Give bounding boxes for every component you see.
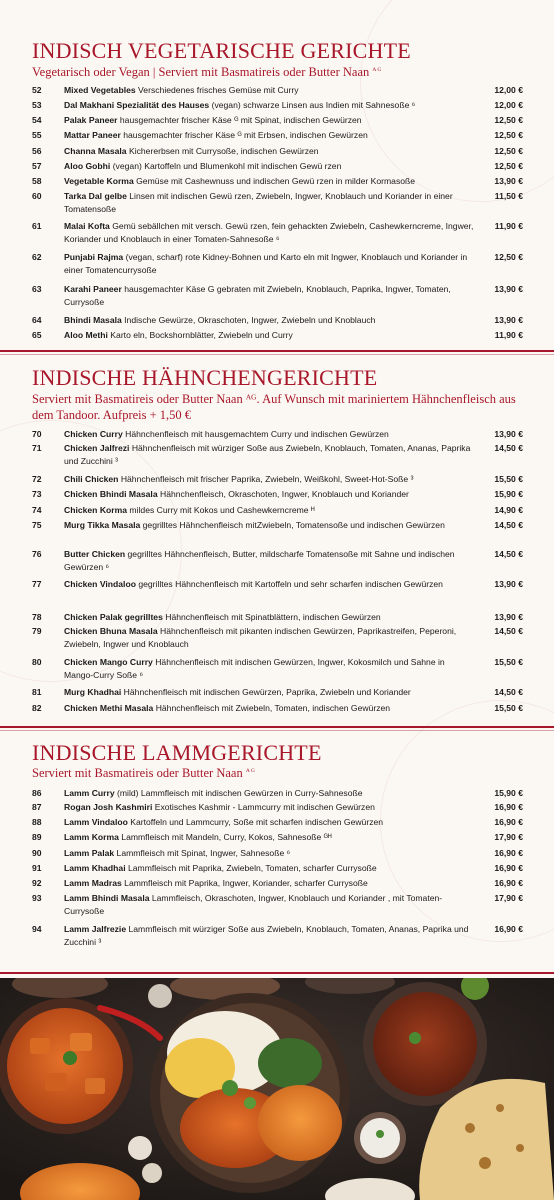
item-desc-text: Hähnchenfleisch mit indischen Gewürzen, Paprika, Zwiebeln und Koriander bbox=[121, 687, 411, 697]
item-number: 57 bbox=[32, 161, 42, 171]
item-number: 52 bbox=[32, 85, 42, 95]
section-title: INDISCHE LAMMGERICHTE bbox=[32, 740, 322, 765]
item-desc-text: Gemü sebällchen mit versch. Gewü rzen, fein gehackten Zwiebeln, Cashewkerncreme, Ingwer, Koriander und Knoblauch in einer Tomaten-Sahnesoße ⁶ bbox=[64, 221, 474, 244]
item-desc-text: hausgemachter frischer Käse ᴳ mit Spinat, indischen Gewürzen bbox=[117, 115, 362, 125]
item-number: 56 bbox=[32, 146, 42, 156]
item-name: Chicken Bhindi Masala bbox=[64, 489, 158, 499]
item-desc-text: mildes Curry mit Kokos und Cashewkerncreme ᴴ bbox=[127, 505, 315, 515]
item-desc-text: hausgemachter Käse G gebraten mit Zwiebeln, Knoblauch, Paprika, Ingwer, Tomaten, Currysoße bbox=[64, 284, 451, 307]
item-description bbox=[64, 114, 474, 127]
subtitle-sup: A G bbox=[245, 767, 255, 774]
item-desc-text: Kartoffeln und Lammcurry, Soße mit scharfen indischen Gewürzen bbox=[127, 817, 384, 827]
item-number: 94 bbox=[32, 924, 42, 934]
item-number: 72 bbox=[32, 474, 42, 484]
menu-item bbox=[0, 473, 554, 488]
item-name: Chicken Vindaloo bbox=[64, 579, 136, 589]
item-name: Bhindi Masala bbox=[64, 315, 122, 325]
menu-item bbox=[0, 877, 554, 892]
item-name: Channa Masala bbox=[64, 146, 127, 156]
menu-item bbox=[0, 816, 554, 831]
menu-item bbox=[0, 442, 554, 470]
item-name: Lamm Khadhai bbox=[64, 863, 126, 873]
item-description bbox=[64, 314, 474, 327]
menu-item bbox=[0, 787, 554, 802]
item-name: Mattar Paneer bbox=[64, 130, 121, 140]
item-desc-text: Indische Gewürze, Okraschoten, Ingwer, Zwiebeln und Knoblauch bbox=[121, 315, 376, 325]
item-number: 76 bbox=[32, 549, 42, 559]
item-number: 53 bbox=[32, 100, 42, 110]
item-description bbox=[64, 862, 474, 875]
item-description bbox=[64, 702, 474, 715]
menu-item bbox=[0, 578, 554, 606]
item-description bbox=[64, 283, 474, 309]
item-desc-text: (vegan) Kartoffeln und Blumenkohl mit indischen Gewü rzen bbox=[110, 161, 342, 171]
item-description bbox=[64, 99, 474, 112]
item-desc-text: gegrilltes Hähnchenfleisch mitZwiebeln, Tomatensoße und indischen Gewürzen bbox=[140, 520, 445, 530]
item-desc-text: hausgemachter frischer Käse ᴳ mit Erbsen, indischen Gewürzen bbox=[120, 130, 368, 140]
item-name: Lamm Korma bbox=[64, 832, 119, 842]
menu-item bbox=[0, 129, 554, 144]
item-desc-text: Exotisches Kashmir - Lammcurry mit indischen Gewürzen bbox=[152, 802, 375, 812]
item-name: Lamm Curry bbox=[64, 788, 115, 798]
item-number: 71 bbox=[32, 443, 42, 453]
item-description bbox=[64, 923, 474, 949]
section-subtitle bbox=[32, 391, 522, 423]
item-description bbox=[64, 145, 474, 158]
item-number: 87 bbox=[32, 802, 42, 812]
item-number: 61 bbox=[32, 221, 42, 231]
item-desc-text: Lammfleisch mit Paprika, Zwiebeln, Tomaten, scharfer Currysoße bbox=[125, 863, 377, 873]
item-price: 12,00 € bbox=[494, 85, 523, 95]
food-illustration bbox=[0, 978, 554, 1200]
item-price: 14,90 € bbox=[494, 505, 523, 515]
item-desc-text: Hähnchenfleisch mit indischen Gewürzen, Ingwer, Kokosmilch und Sahne in Mango-Curry Soße ⁶ bbox=[64, 657, 445, 680]
menu-item bbox=[0, 801, 554, 816]
item-description bbox=[64, 801, 474, 814]
item-name: Malai Kofta bbox=[64, 221, 110, 231]
item-number: 88 bbox=[32, 817, 42, 827]
item-desc-text: Verschiedenes frisches Gemüse mit Curry bbox=[135, 85, 299, 95]
divider bbox=[0, 972, 554, 974]
item-description bbox=[64, 578, 474, 591]
menu-item bbox=[0, 329, 554, 344]
item-name: Lamm Jalfrezie bbox=[64, 924, 127, 934]
menu-item bbox=[0, 847, 554, 862]
item-name: Chili Chicken bbox=[64, 474, 119, 484]
item-price: 12,50 € bbox=[494, 146, 523, 156]
menu-item bbox=[0, 831, 554, 846]
item-name: Vegetable Korma bbox=[64, 176, 134, 186]
subtitle-text: Serviert mit Basmatireis oder Butter Naan bbox=[32, 766, 246, 780]
item-name: Karahi Paneer bbox=[64, 284, 122, 294]
menu-item bbox=[0, 175, 554, 190]
item-number: 65 bbox=[32, 330, 42, 340]
item-name: Lamm Vindaloo bbox=[64, 817, 128, 827]
item-number: 90 bbox=[32, 848, 42, 858]
item-price: 16,90 € bbox=[494, 817, 523, 827]
item-name: Aloo Methi bbox=[64, 330, 108, 340]
item-number: 93 bbox=[32, 893, 42, 903]
item-name: Chicken Bhuna Masala bbox=[64, 626, 158, 636]
item-number: 80 bbox=[32, 657, 42, 667]
item-name: Dal Makhani Spezialität des Hauses bbox=[64, 100, 210, 110]
item-number: 78 bbox=[32, 612, 42, 622]
item-desc-text: Hähnchenfleisch mit Zwiebeln, Tomaten, indischen Gewürzen bbox=[153, 703, 391, 713]
menu-item bbox=[0, 84, 554, 99]
item-name: Lamm Bhindi Masala bbox=[64, 893, 150, 903]
item-name: Lamm Madras bbox=[64, 878, 122, 888]
item-name: Murg Khadhai bbox=[64, 687, 122, 697]
item-number: 79 bbox=[32, 626, 42, 636]
item-description bbox=[64, 831, 474, 844]
item-price: 13,90 € bbox=[494, 284, 523, 294]
item-name: Chicken Korma bbox=[64, 505, 128, 515]
item-description bbox=[64, 548, 474, 574]
divider bbox=[0, 730, 554, 731]
menu-item bbox=[0, 190, 554, 218]
menu-item bbox=[0, 504, 554, 519]
menu-item bbox=[0, 656, 554, 684]
item-name: Mixed Vegetables bbox=[64, 85, 136, 95]
item-number: 70 bbox=[32, 429, 42, 439]
item-desc-text: gegrilltes Hähnchenfleisch, Butter, mildscharfe Tomatensoße mit Sahne und indischen Gewürzen ⁶ bbox=[64, 549, 455, 572]
menu-item bbox=[0, 519, 554, 547]
item-number: 77 bbox=[32, 579, 42, 589]
item-price: 15,50 € bbox=[494, 474, 523, 484]
item-price: 14,50 € bbox=[494, 549, 523, 559]
item-number: 62 bbox=[32, 252, 42, 262]
item-name: Butter Chicken bbox=[64, 549, 126, 559]
item-price: 13,90 € bbox=[494, 612, 523, 622]
item-description bbox=[64, 428, 474, 441]
item-desc-text: Lammfleisch mit Mandeln, Curry, Kokos, Sahnesoße ᴳᴴ bbox=[118, 832, 332, 842]
item-name: Chicken Curry bbox=[64, 429, 123, 439]
menu-item bbox=[0, 686, 554, 701]
item-number: 58 bbox=[32, 176, 42, 186]
item-price: 12,50 € bbox=[494, 252, 523, 262]
item-desc-text: Hähnchenfleisch, Okraschoten, Ingwer, Knoblauch und Koriander bbox=[157, 489, 409, 499]
menu-item bbox=[0, 862, 554, 877]
item-price: 17,90 € bbox=[494, 893, 523, 903]
item-number: 64 bbox=[32, 315, 42, 325]
food-photo bbox=[0, 978, 554, 1200]
item-description bbox=[64, 847, 474, 860]
item-number: 73 bbox=[32, 489, 42, 499]
item-description bbox=[64, 160, 474, 173]
item-price: 12,00 € bbox=[494, 100, 523, 110]
menu-item bbox=[0, 145, 554, 160]
item-price: 11,90 € bbox=[494, 221, 523, 231]
item-number: 60 bbox=[32, 191, 42, 201]
item-description bbox=[64, 220, 474, 246]
item-name: Chicken Palak gegrilltes bbox=[64, 612, 163, 622]
menu-item bbox=[0, 625, 554, 653]
item-price: 14,50 € bbox=[494, 443, 523, 453]
item-description bbox=[64, 877, 474, 890]
menu-item bbox=[0, 702, 554, 717]
item-description bbox=[64, 787, 474, 800]
item-price: 17,90 € bbox=[494, 832, 523, 842]
item-desc-text: Hähnchenfleisch mit würziger Soße aus Zwiebeln, Knoblauch, Tomaten, Ananas, Paprika und Zucchini ³ bbox=[64, 443, 471, 466]
item-price: 15,50 € bbox=[494, 703, 523, 713]
item-price: 12,50 € bbox=[494, 115, 523, 125]
item-desc-text: (vegan, scharf) rote Kidney-Bohnen und Karto eln mit Ingwer, Knoblauch und Koriander in einer Tomatencurrysoße bbox=[64, 252, 468, 275]
subtitle-text: Vegetarisch oder Vegan | Serviert mit Basmatireis oder Butter Naan bbox=[32, 65, 373, 79]
item-desc-text: Lammfleisch, Okraschoten, Ingwer, Knoblauch und Koriander , mit Tomaten-Currysoße bbox=[64, 893, 443, 916]
item-description bbox=[64, 329, 474, 342]
menu-item bbox=[0, 892, 554, 920]
menu-item bbox=[0, 314, 554, 329]
item-description bbox=[64, 504, 474, 517]
item-number: 86 bbox=[32, 788, 42, 798]
item-description bbox=[64, 251, 474, 277]
item-price: 16,90 € bbox=[494, 878, 523, 888]
divider bbox=[0, 726, 554, 728]
section-subtitle bbox=[32, 765, 522, 781]
item-name: Rogan Josh Kashmiri bbox=[64, 802, 153, 812]
item-price: 16,90 € bbox=[494, 863, 523, 873]
item-price: 14,50 € bbox=[494, 520, 523, 530]
menu-item bbox=[0, 923, 554, 951]
item-number: 55 bbox=[32, 130, 42, 140]
menu-item bbox=[0, 611, 554, 626]
item-description bbox=[64, 611, 474, 624]
item-description bbox=[64, 84, 474, 97]
item-price: 13,90 € bbox=[494, 176, 523, 186]
item-desc-text: (vegan) schwarze Linsen aus Indien mit Sahnesoße ⁶ bbox=[209, 100, 416, 110]
menu-item bbox=[0, 160, 554, 175]
section-title: INDISCHE HÄHNCHENGERICHTE bbox=[32, 365, 378, 390]
item-price: 15,90 € bbox=[494, 788, 523, 798]
item-price: 14,50 € bbox=[494, 687, 523, 697]
divider bbox=[0, 350, 554, 352]
menu-item bbox=[0, 488, 554, 503]
item-number: 89 bbox=[32, 832, 42, 842]
item-name: Palak Paneer bbox=[64, 115, 118, 125]
item-description bbox=[64, 892, 474, 918]
menu-item bbox=[0, 220, 554, 248]
subtitle-sup: A G bbox=[372, 66, 382, 73]
item-number: 81 bbox=[32, 687, 42, 697]
item-price: 16,90 € bbox=[494, 924, 523, 934]
item-desc-text: (mild) Lammfleisch mit indischen Gewürzen in Curry-Sahnesoße bbox=[114, 788, 363, 798]
item-desc-text: Kichererbsen mit Currysoße, indischen Gewürzen bbox=[126, 146, 319, 156]
item-price: 15,50 € bbox=[494, 657, 523, 667]
item-desc-text: Lammfleisch mit Paprika, Ingwer, Koriander, scharfer Currysoße bbox=[121, 878, 368, 888]
item-desc-text: Karto eln, Bockshornblätter, Zwiebeln und Curry bbox=[107, 330, 293, 340]
item-description bbox=[64, 625, 474, 651]
item-price: 12,50 € bbox=[494, 161, 523, 171]
item-name: Tarka Dal gelbe bbox=[64, 191, 127, 201]
item-description bbox=[64, 129, 474, 142]
item-number: 82 bbox=[32, 703, 42, 713]
item-desc-text: gegrilltes Hähnchenfleisch mit Kartoffeln und sehr scharfen indischen Gewürzen bbox=[135, 579, 443, 589]
item-price: 15,90 € bbox=[494, 489, 523, 499]
item-desc-text: Gemüse mit Cashewnuss und indischen Gewü rzen in milder Kormasoße bbox=[133, 176, 416, 186]
item-description bbox=[64, 686, 474, 699]
subtitle-text: Serviert mit Basmatireis oder Butter Naan ᴬᴳ. Auf Wunsch mit mariniertem Hähnchenfleisch aus dem Tandoor. Aufpreis + 1,50 € bbox=[32, 392, 516, 422]
item-price: 13,90 € bbox=[494, 315, 523, 325]
item-description bbox=[64, 656, 474, 682]
item-number: 74 bbox=[32, 505, 42, 515]
item-description bbox=[64, 473, 474, 486]
item-price: 13,90 € bbox=[494, 429, 523, 439]
item-price: 14,50 € bbox=[494, 626, 523, 636]
menu-item bbox=[0, 114, 554, 129]
item-number: 63 bbox=[32, 284, 42, 294]
item-description bbox=[64, 488, 474, 501]
menu-item bbox=[0, 99, 554, 114]
menu-item bbox=[0, 428, 554, 443]
item-description bbox=[64, 175, 474, 188]
item-desc-text: Hähnchenfleisch mit hausgemachtem Curry und indischen Gewürzen bbox=[122, 429, 389, 439]
item-price: 16,90 € bbox=[494, 802, 523, 812]
item-name: Lamm Palak bbox=[64, 848, 115, 858]
item-number: 92 bbox=[32, 878, 42, 888]
item-price: 13,90 € bbox=[494, 579, 523, 589]
item-desc-text: Hähnchenfleisch mit frischer Paprika, Zwiebeln, Weißkohl, Sweet-Hot-Soße ³ bbox=[118, 474, 414, 484]
menu-item bbox=[0, 251, 554, 279]
item-price: 12,50 € bbox=[494, 130, 523, 140]
item-description bbox=[64, 442, 474, 468]
item-price: 11,90 € bbox=[494, 330, 523, 340]
item-name: Chicken Jalfrezi bbox=[64, 443, 130, 453]
item-description bbox=[64, 519, 474, 532]
section-title: INDISCH VEGETARISCHE GERICHTE bbox=[32, 38, 411, 63]
menu-item bbox=[0, 548, 554, 576]
item-name: Chicken Mango Curry bbox=[64, 657, 153, 667]
item-name: Murg Tikka Masala bbox=[64, 520, 141, 530]
item-name: Punjabi Rajma bbox=[64, 252, 124, 262]
item-price: 11,50 € bbox=[494, 191, 523, 201]
item-number: 75 bbox=[32, 520, 42, 530]
item-desc-text: Lammfleisch mit Spinat, Ingwer, Sahnesoße ⁶ bbox=[114, 848, 291, 858]
item-name: Chicken Methi Masala bbox=[64, 703, 154, 713]
item-desc-text: Hähnchenfleisch mit pikanten indischen Gewürzen, Paprikastreifen, Peperoni, Zwiebeln, Ingwer und Knoblauch bbox=[64, 626, 457, 649]
item-price: 16,90 € bbox=[494, 848, 523, 858]
item-description bbox=[64, 816, 474, 829]
menu-item bbox=[0, 283, 554, 311]
item-desc-text: Linsen mit indischen Gewü rzen, Zwiebeln, Ingwer, Knoblauch und Koriander in einer Tomatensoße bbox=[64, 191, 453, 214]
item-number: 54 bbox=[32, 115, 42, 125]
item-name: Aloo Gobhi bbox=[64, 161, 111, 171]
item-desc-text: Lammfleisch mit würziger Soße aus Zwiebeln, Knoblauch, Tomaten, Ananas, Paprika und Zucchini ³ bbox=[64, 924, 469, 947]
item-description bbox=[64, 190, 474, 216]
divider bbox=[0, 354, 554, 355]
item-number: 91 bbox=[32, 863, 42, 873]
section-subtitle bbox=[32, 64, 522, 80]
item-desc-text: Hähnchenfleisch mit Spinatblättern, indischen Gewürzen bbox=[162, 612, 381, 622]
